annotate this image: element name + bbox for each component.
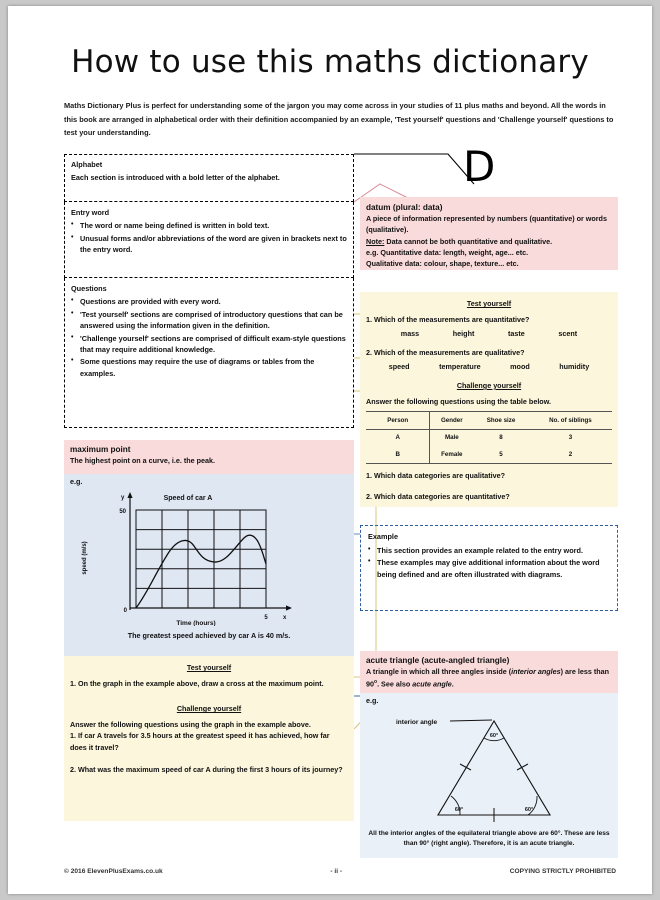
y-axis-arrow-label: y — [121, 495, 125, 501]
datum-eg-line1 — [366, 247, 612, 258]
datum-ty-q2: 2. Which of the measurements are qualitative? — [366, 347, 525, 357]
entry-datum-questions — [360, 292, 618, 507]
option: temperature — [439, 362, 481, 372]
max-cy-q2: 2. What was the maximum speed of car A during the first 3 hours of its journey? — [70, 764, 343, 774]
datum-ty-q2-options — [366, 361, 612, 373]
column-header: Person — [366, 412, 430, 430]
def-italic-1: interior angles — [511, 667, 561, 677]
triangle-caption: All the interior angles of the equilateral triangle above are 60°. These are less than 90° (right angle). Therefore, it is an acute triangle. — [368, 829, 610, 847]
footer-copyright: © 2016 ElevenPlusExams.co.uk — [64, 868, 163, 875]
def-part-1: A triangle in which all three angles inside ( — [366, 667, 512, 677]
datum-note — [366, 236, 612, 247]
eg-label: e.g. — [366, 247, 379, 257]
list-item: • The word or name being defined is written in bold text. — [71, 220, 347, 231]
page-title: How to use this maths dictionary — [71, 44, 589, 80]
test-yourself-title: Test yourself — [186, 663, 232, 672]
x-axis-arrow-label: x — [283, 615, 287, 621]
questions-heading: Questions — [71, 284, 107, 293]
example-heading: Example — [368, 532, 399, 541]
eg-text: Quantitative data: length, weight, age... etc. — [378, 247, 529, 257]
speed-time-chart — [70, 488, 348, 626]
entry-acute-triangle-example — [360, 693, 618, 858]
max-cy-q1: 1. If car A travels for 3.5 hours at the greatest speed it has achieved, how far does it travel? — [70, 731, 330, 752]
datum-cy-instruction: Answer the following questions using the table below. — [366, 396, 552, 406]
section-letter: D — [463, 142, 496, 191]
x-tick-5: 5 — [264, 615, 268, 621]
challenge-yourself-title: Challenge yourself — [176, 704, 242, 714]
entry-word-acute-triangle: acute triangle (acute-angled triangle) — [366, 656, 510, 665]
list-item: • Unusual forms and/or abbreviations of the word are given in brackets next to the entry word. — [71, 233, 347, 256]
alphabet-text: Each section is introduced with a bold letter of the alphabet. — [71, 173, 280, 183]
x-axis-label: Time (hours) — [176, 620, 216, 626]
datum-definition-text: A piece of information represented by numbers (quantitative) or words (qualitative). — [366, 214, 607, 235]
annotation-questions — [64, 278, 354, 428]
questions-bullets — [71, 296, 347, 379]
entry-maximum-point-definition — [64, 440, 354, 474]
datum-ty-q1: 1. Which of the measurements are quantitative? — [366, 314, 530, 324]
eg-label: e.g. — [70, 477, 83, 486]
cell: 8 — [499, 434, 503, 442]
angle-label-apex: 60° — [489, 732, 499, 739]
chart-grid — [136, 510, 266, 608]
max-ty-q1: 1. On the graph in the example above, draw a cross at the maximum point. — [70, 678, 324, 688]
note-text: Data cannot be both quantitative and qualitative. — [384, 236, 553, 246]
option: taste — [507, 329, 525, 339]
footer-page-number: - ii - — [330, 868, 343, 875]
page-footer — [64, 868, 616, 875]
option: mass — [400, 329, 420, 339]
column-header: No. of siblings — [529, 412, 612, 430]
note-label: Note: — [366, 236, 385, 246]
datum-cy-q1: 1. Which data categories are qualitative? — [366, 470, 506, 480]
entry-maximum-point-questions — [64, 656, 354, 821]
option: height — [452, 329, 475, 339]
eg-label: e.g. — [366, 696, 379, 705]
entry-word-heading: Entry word — [71, 208, 110, 217]
cell: Female — [430, 446, 473, 463]
footer-notice: COPYING STRICTLY PROHIBITED — [509, 868, 616, 875]
cell: B — [366, 446, 430, 463]
chart-series-line — [136, 535, 266, 608]
y-tick-50: 50 — [119, 509, 126, 515]
entry-datum-definition — [360, 197, 618, 270]
y-axis-label: speed (m/s) — [82, 541, 88, 575]
entry-word-maximum-point: maximum point — [70, 445, 131, 454]
annotation-example — [360, 525, 618, 611]
example-bullets — [368, 545, 610, 581]
entry-acute-triangle-definition — [360, 651, 618, 693]
list-item: • 'Test yourself' sections are comprised of introductory questions that can be answered using the information given in the definition. — [71, 309, 347, 332]
def-italic-2: acute angle — [412, 679, 452, 689]
cell: Male — [444, 434, 459, 442]
entry-maximum-point-example — [64, 474, 354, 656]
table-header-row — [366, 412, 612, 430]
entry-word-datum: datum (plural: data) — [366, 203, 443, 212]
datum-ty-q1-options — [366, 328, 612, 340]
option: speed — [388, 362, 410, 372]
alphabet-heading: Alphabet — [71, 160, 103, 169]
column-header: Shoe size — [473, 412, 529, 430]
page-canvas — [8, 6, 652, 894]
intro-paragraph: Maths Dictionary Plus is perfect for understanding some of the jargon you may come across in your studies of 11 plus maths and beyond. All the words in this book are arranged in alphabetical order with their definition accompanied by an example, 'Test yourself' questions and 'Challenge yourself' questions to test your understanding. — [64, 101, 614, 138]
annotation-alphabet — [64, 154, 354, 202]
interior-angle-label: interior angle — [396, 718, 438, 726]
option: scent — [558, 329, 578, 339]
table-row — [366, 446, 612, 463]
max-cy-instruction: Answer the following questions using the graph in the example above. — [70, 719, 311, 729]
datum-cy-q2: 2. Which data categories are quantitative? — [366, 491, 510, 501]
angle-label-left: 60° — [454, 806, 464, 813]
def-part-3: . See also — [377, 679, 413, 689]
annotation-entry-word — [64, 202, 354, 278]
column-header: Gender — [430, 412, 473, 430]
chart-title: Speed of car A — [163, 495, 213, 502]
maximum-point-definition-text: The highest point on a curve, i.e. the peak. — [70, 456, 215, 466]
angle-label-right: 60° — [524, 806, 534, 813]
cell: 2 — [529, 446, 612, 463]
list-item: • Questions are provided with every word. — [71, 296, 347, 307]
cell: A — [366, 429, 430, 446]
option: humidity — [559, 362, 590, 372]
entry-word-bullets — [71, 220, 347, 255]
option: mood — [510, 362, 530, 372]
def-part-4: . — [451, 679, 454, 689]
y-tick-0: 0 — [123, 608, 127, 614]
list-item: • This section provides an example related to the entry word. — [368, 545, 610, 557]
acute-triangle-definition-text: A triangle in which all three angles inside (interior angles) are less than 90$^o$. See also acute angle. — [366, 667, 609, 689]
list-item: • Some questions may require the use of diagrams or tables from the examples. — [71, 356, 347, 379]
list-item: • These examples may give additional information about the word being defined and are often illustrated with diagrams. — [368, 557, 610, 580]
challenge-yourself-title: Challenge yourself — [456, 380, 522, 390]
equilateral-triangle-diagram — [366, 707, 612, 827]
test-yourself-title: Test yourself — [466, 299, 512, 308]
table-row — [366, 429, 612, 446]
cell: 3 — [568, 434, 573, 442]
def-part-2: ) are less than 90 — [366, 667, 609, 689]
chart-caption: The greatest speed achieved by car A is 40 m/s. — [127, 631, 291, 640]
cell: 5 — [473, 446, 529, 463]
datum-eg-line2: Qualitative data: colour, shape, texture... etc. — [366, 259, 519, 269]
datum-data-table — [366, 411, 612, 464]
list-item: • 'Challenge yourself' sections are comprised of difficult exam-style questions that may require additional knowledge. — [71, 333, 347, 356]
